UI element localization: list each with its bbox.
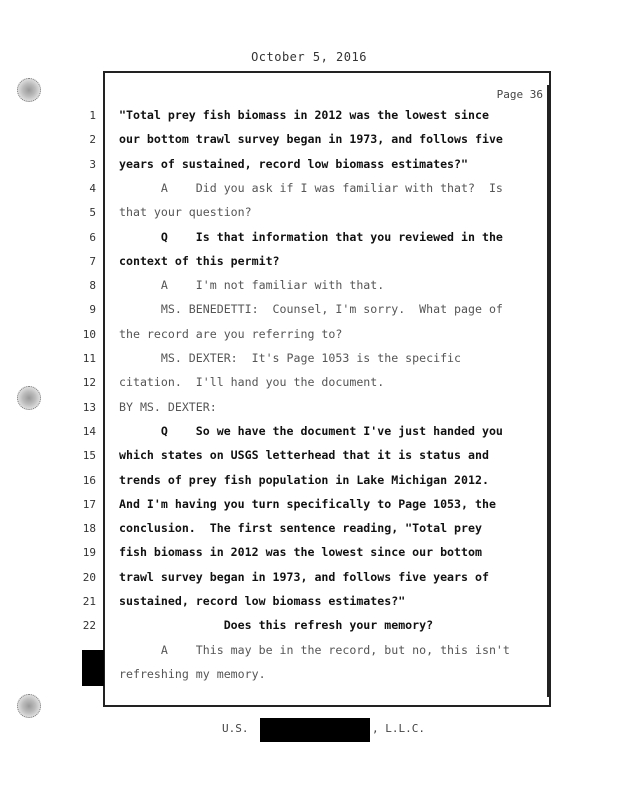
line-number: 19 bbox=[82, 546, 96, 560]
transcript-line: Q So we have the document I've just handed you bbox=[119, 423, 503, 438]
line-number: 2 bbox=[89, 133, 96, 147]
punch-hole-top bbox=[17, 78, 41, 102]
transcript-line: our bottom trawl survey began in 1973, and follows five bbox=[119, 132, 503, 147]
transcript-line: citation. I'll hand you the document. bbox=[119, 375, 385, 390]
line-number: 11 bbox=[82, 352, 96, 365]
transcript-line: A This may be in the record, but no, this isn't bbox=[119, 642, 510, 657]
footer-right-text: , L.L.C. bbox=[372, 722, 425, 735]
transcript-line: MS. DEXTER: It's Page 1053 is the specific bbox=[119, 351, 462, 365]
transcript-line: conclusion. The first sentence reading, "Total prey bbox=[119, 521, 482, 536]
line-number: 14 bbox=[82, 424, 96, 438]
transcript-line: And I'm having you turn specifically to Page 1053, the bbox=[119, 496, 496, 511]
transcript-line: Q Is that information that you reviewed in the bbox=[119, 229, 503, 244]
line-number: 10 bbox=[82, 327, 96, 341]
line-number: 9 bbox=[89, 303, 96, 317]
line-number: 22 bbox=[82, 619, 96, 633]
line-number: 21 bbox=[82, 595, 96, 608]
punch-hole-middle bbox=[17, 386, 41, 410]
transcript-line: A I'm not familiar with that. bbox=[119, 278, 385, 293]
line-number: 8 bbox=[89, 279, 96, 293]
line-number: 16 bbox=[82, 473, 96, 487]
redaction-bar-footer bbox=[260, 718, 370, 742]
redaction-bar-left bbox=[82, 650, 104, 686]
line-number: 1 bbox=[89, 109, 96, 122]
punch-hole-bottom bbox=[17, 694, 41, 718]
transcript-line: BY MS. DEXTER: bbox=[119, 399, 217, 414]
line-number: 15 bbox=[82, 449, 96, 463]
line-number: 3 bbox=[89, 157, 96, 171]
line-number: 6 bbox=[89, 230, 96, 244]
line-number: 12 bbox=[82, 376, 96, 390]
transcript-line: Does this refresh your memory? bbox=[119, 618, 434, 633]
footer-left-text: U.S. bbox=[222, 722, 249, 735]
line-number: 17 bbox=[82, 497, 96, 511]
line-number: 13 bbox=[82, 400, 96, 414]
transcript-line: trawl survey began in 1973, and follows five years of bbox=[119, 569, 489, 584]
transcript-line: which states on USGS letterhead that it is status and bbox=[119, 448, 489, 463]
transcript-line: A Did you ask if I was familiar with that? Is bbox=[119, 180, 503, 195]
transcript-line: years of sustained, record low biomass estimates?" bbox=[119, 156, 469, 171]
line-number: 18 bbox=[82, 522, 96, 536]
line-number: 4 bbox=[89, 181, 96, 195]
transcript-line: trends of prey fish population in Lake Michigan 2012. bbox=[119, 472, 489, 487]
header-date: October 5, 2016 bbox=[251, 50, 367, 64]
transcript-line: that your question? bbox=[119, 205, 252, 220]
transcript-line: the record are you referring to? bbox=[119, 326, 343, 341]
line-number: 5 bbox=[89, 206, 96, 220]
frame-shadow bbox=[547, 85, 551, 697]
line-number: 7 bbox=[89, 254, 96, 268]
transcript-line: context of this permit? bbox=[119, 253, 280, 268]
transcript-line: MS. BENEDETTI: Counsel, I'm sorry. What page of bbox=[119, 302, 503, 317]
page-number-label: Page 36 bbox=[496, 88, 543, 101]
transcript-line: sustained, record low biomass estimates?" bbox=[119, 594, 406, 608]
transcript-line: fish biomass in 2012 was the lowest since our bottom bbox=[119, 545, 482, 560]
transcript-line: refreshing my memory. bbox=[119, 666, 266, 681]
transcript-line: "Total prey fish biomass in 2012 was the lowest since bbox=[119, 108, 489, 122]
line-number: 20 bbox=[82, 570, 96, 584]
